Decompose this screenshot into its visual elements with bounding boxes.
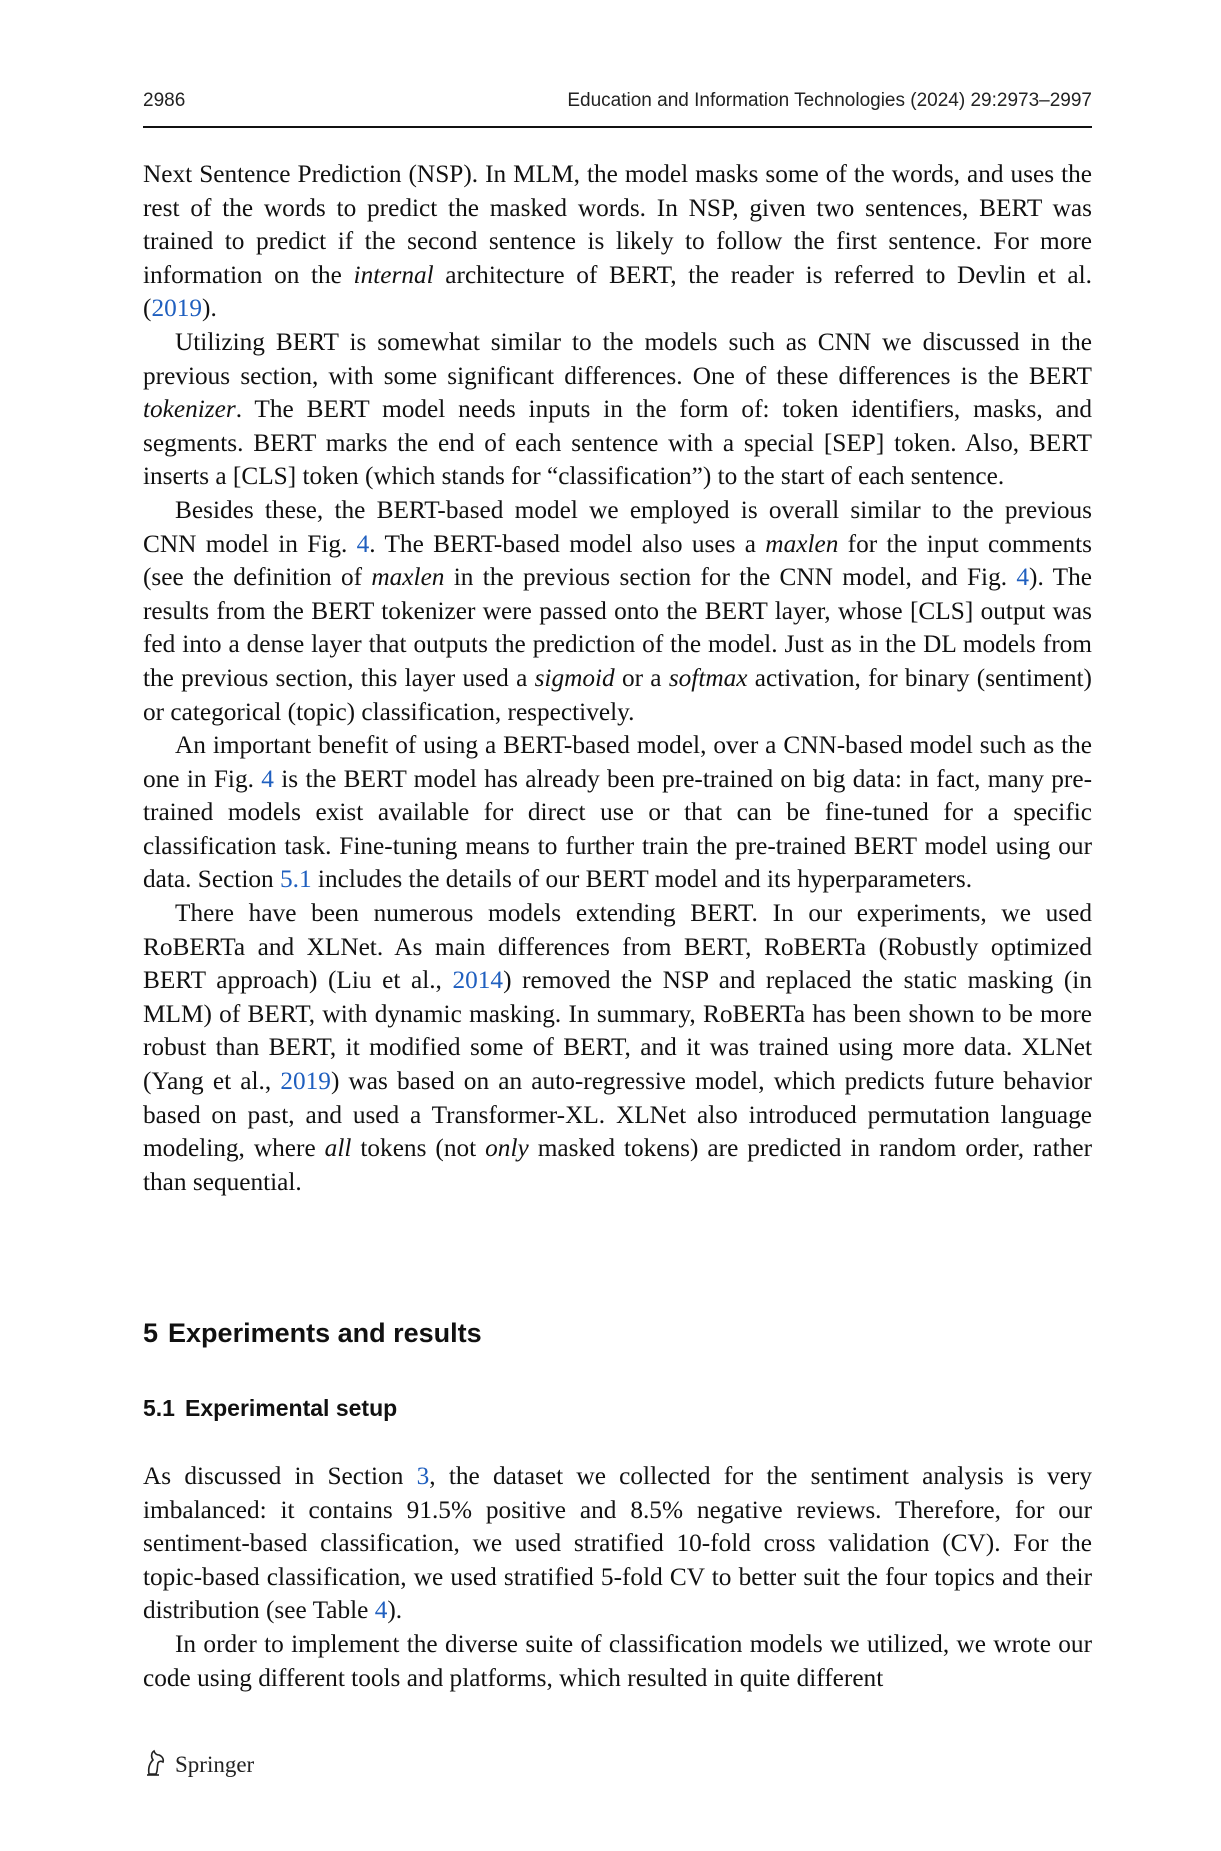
text-run: ). (202, 294, 217, 323)
paragraph (143, 897, 1092, 1199)
reference-link[interactable]: 3 (416, 1462, 430, 1490)
emphasis-text: only (485, 1134, 529, 1163)
footer (143, 1748, 254, 1782)
subsection-title: Experimental setup (184, 1395, 398, 1421)
paragraph (143, 326, 1092, 494)
running-head (143, 90, 1092, 112)
subsection-number: 5.1 (143, 1395, 175, 1421)
reference-link[interactable]: 2019 (151, 294, 203, 323)
emphasis-text: all (324, 1134, 352, 1163)
section-body-text (143, 1460, 1092, 1695)
reference-link[interactable]: 2019 (280, 1067, 331, 1096)
text-run: . The BERT model needs inputs in the form of: token identifiers, masks, and segments. BERT marks the end of each sentence with a special [SEP] token. Also, BERT inserts a [CLS] token (which stands for “classification”) to the start of each sentence. (143, 395, 1092, 491)
text-run: Utilizing BERT is somewhat similar to the models such as CNN we discussed in the previous section, with some significant differences. One of these differences is the BERT (143, 327, 1092, 390)
text-run: ). (387, 1596, 403, 1625)
text-run: Besides these, the BERT-based model we employed is overall similar to the previous CNN model in Fig. (143, 495, 1092, 558)
text-run: An important benefit of using a BERT-based model, over a CNN-based model such as the one in Fig. (143, 731, 1092, 793)
reference-link[interactable]: 4 (1016, 563, 1030, 592)
text-run: masked tokens) are predicted in random order, rather than sequential. (143, 1134, 1092, 1196)
subsection-heading (143, 1395, 397, 1422)
text-run: in the previous section for the CNN model, and Fig. (444, 563, 1017, 592)
springer-horse-icon (143, 1748, 169, 1782)
reference-link[interactable]: 4 (356, 529, 370, 558)
journal-citation: Education and Information Technologies (2024) 29:2973–2997 (567, 90, 1092, 111)
body-text (143, 158, 1092, 1199)
text-run: is the BERT model has already been pre-trained on big data: in fact, many pre-trained models exist available for direct use or that can be fine-tuned for a specific classification task. Fine-tuning means to further train the pre-trained BERT model using our data. Section (143, 764, 1093, 894)
emphasis-text: tokenizer (143, 395, 236, 424)
reference-link[interactable]: 4 (374, 1596, 388, 1625)
text-run: for the input comments (see the definition of (143, 529, 1092, 592)
text-run: includes the details of our BERT model and its hyperparameters. (311, 865, 973, 894)
page-number: 2986 (143, 90, 186, 111)
reference-link[interactable]: 5.1 (279, 865, 312, 894)
section-number: 5 (143, 1318, 159, 1348)
reference-link[interactable]: 2014 (452, 966, 504, 995)
text-run: or a (614, 663, 669, 692)
text-run: architecture of BERT, the reader is referred to Devlin et al. ( (143, 260, 1093, 323)
paragraph (143, 729, 1092, 897)
text-run: ) was based on an auto-regressive model, which predicts future behavior based on past, and used a Transformer-XL. XLNet also introduced permutation language modeling, where (143, 1067, 1092, 1163)
emphasis-text: softmax (668, 663, 748, 692)
emphasis-text: maxlen (765, 529, 839, 558)
paragraph (143, 494, 1092, 729)
text-run: tokens (not (351, 1134, 486, 1163)
section-title: Experiments and results (168, 1318, 482, 1348)
paragraph (143, 1460, 1092, 1628)
paragraph (143, 1628, 1092, 1695)
emphasis-text: internal (353, 260, 434, 289)
text-run: ) removed the NSP and replaced the static masking (in MLM) of BERT, with dynamic masking. In summary, RoBERTa has been shown to be more robust than BERT, it modified some of BERT, and it was trained using more data. XLNet (Yang et al., (143, 966, 1092, 1096)
text-run: There have been numerous models extending BERT. In our experiments, we used RoBERTa and XLNet. As main differences from BERT, RoBERTa (Robustly optimized BERT approach) (Liu et al., (143, 899, 1092, 995)
text-run: activation, for binary (sentiment) or categorical (topic) classification, respectively. (143, 663, 1092, 726)
emphasis-text: maxlen (371, 563, 445, 592)
text-run: In order to implement the diverse suite of classification models we utilized, we wrote our code using different tools and platforms, which resulted in quite different (143, 1629, 1092, 1692)
text-run: . The BERT-based model also uses a (369, 529, 766, 558)
emphasis-text: sigmoid (534, 663, 615, 692)
text-run: As discussed in Section (143, 1462, 417, 1490)
section-heading (143, 1318, 482, 1349)
paragraph (143, 158, 1092, 326)
reference-link[interactable]: 4 (261, 764, 274, 793)
publisher-name: Springer (175, 1752, 255, 1777)
header-rule (143, 126, 1092, 128)
text-run: Next Sentence Prediction (NSP). In MLM, the model masks some of the words, and uses the rest of the words to predict the masked words. In NSP, given two sentences, BERT was trained to predict if the second sentence is likely to follow the first sentence. For more information on the (143, 160, 1092, 289)
text-run: , the dataset we collected for the sentiment analysis is very imbalanced: it contains 91.5% positive and 8.5% negative reviews. Therefore, for our sentiment-based classification, we used stratified 10-fold cross validation (CV). For the topic-based classification, we used stratified 5-fold CV to better suit the four topics and their distribution (see Table (143, 1462, 1092, 1625)
text-run: ). The results from the BERT tokenizer were passed onto the BERT layer, whose [CLS] output was fed into a dense layer that outputs the prediction of the model. Just as in the DL models from the previous section, this layer used a (143, 563, 1092, 692)
